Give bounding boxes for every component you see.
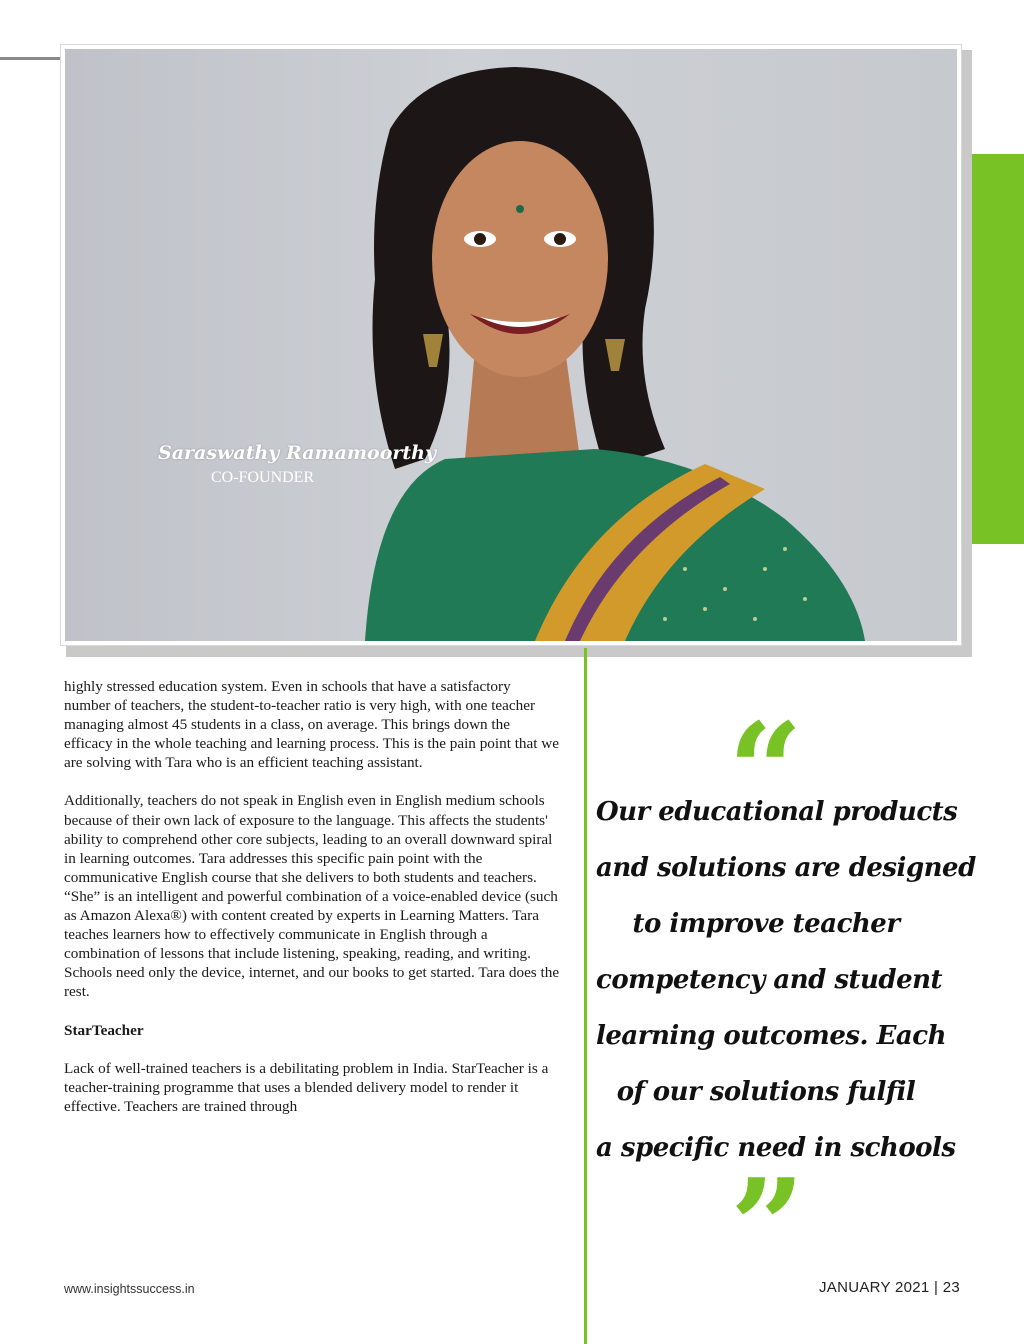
photo-frame <box>60 44 962 646</box>
pull-quote-line: of our solutions fulfil <box>616 1077 916 1107</box>
portrait-photo <box>65 49 957 641</box>
portrait-illustration <box>65 49 957 641</box>
top-rule <box>0 57 62 60</box>
pull-quote-line: Our educational products <box>596 797 958 827</box>
body-paragraph: highly stressed education system. Even in schools that have a satisfactory number of teachers, the student-to-teacher ratio is very high, with one teacher managing almost 45 students in a class, on average. This brings down the efficacy in the whole teaching and learning process. This is the pain point that we are solving with Tara who is an efficient teaching assistant. <box>64 678 559 772</box>
pull-quote-line: learning outcomes. Each <box>596 1021 946 1051</box>
body-paragraph: Additionally, teachers do not speak in English even in English medium schools because of their own lack of exposure to the language. This affects the students' ability to comprehend other core subjects, leading to an overall downward spiral in learning outcomes. Tara addresses this specific pain point with the communicative English course that she delivers to both students and teachers. “She” is an intelligent and powerful combination of a voice-enabled device (such as Amazon Alexa®) with content created by experts in Learning Matters. Tara teaches learners how to effectively communicate in English through a combination of lessons that include listening, speaking, reading, and writing. Schools need only the device, internet, and our books to get started. Tara does the rest. <box>64 792 560 1001</box>
caption-name: Saraswathy Ramamoorthy <box>158 442 437 464</box>
body-text <box>64 677 560 1116</box>
body-paragraph: Lack of well-trained teachers is a debilitating problem in India. StarTeacher is a teacher-training programme that uses a blended delivery model to render it effective. Teachers are trained through <box>64 1059 549 1115</box>
pull-quote-line: competency and student <box>596 965 943 995</box>
pull-quote-line: and solutions are designed <box>596 853 976 883</box>
footer-website: www.insightssuccess.in <box>64 1282 195 1296</box>
pull-quote-line: a specific need in schools <box>596 1133 956 1163</box>
pull-quote-line: to improve teacher <box>632 909 900 939</box>
open-quote-mark: “ <box>728 694 803 847</box>
footer-issue-page: JANUARY 2021 | 23 <box>818 1279 960 1296</box>
column-divider <box>584 648 587 1344</box>
caption-role: CO-FOUNDER <box>211 469 315 486</box>
pull-quote <box>596 784 976 1176</box>
section-subheading: StarTeacher <box>64 1021 144 1039</box>
close-quote-mark: ” <box>730 1150 805 1303</box>
